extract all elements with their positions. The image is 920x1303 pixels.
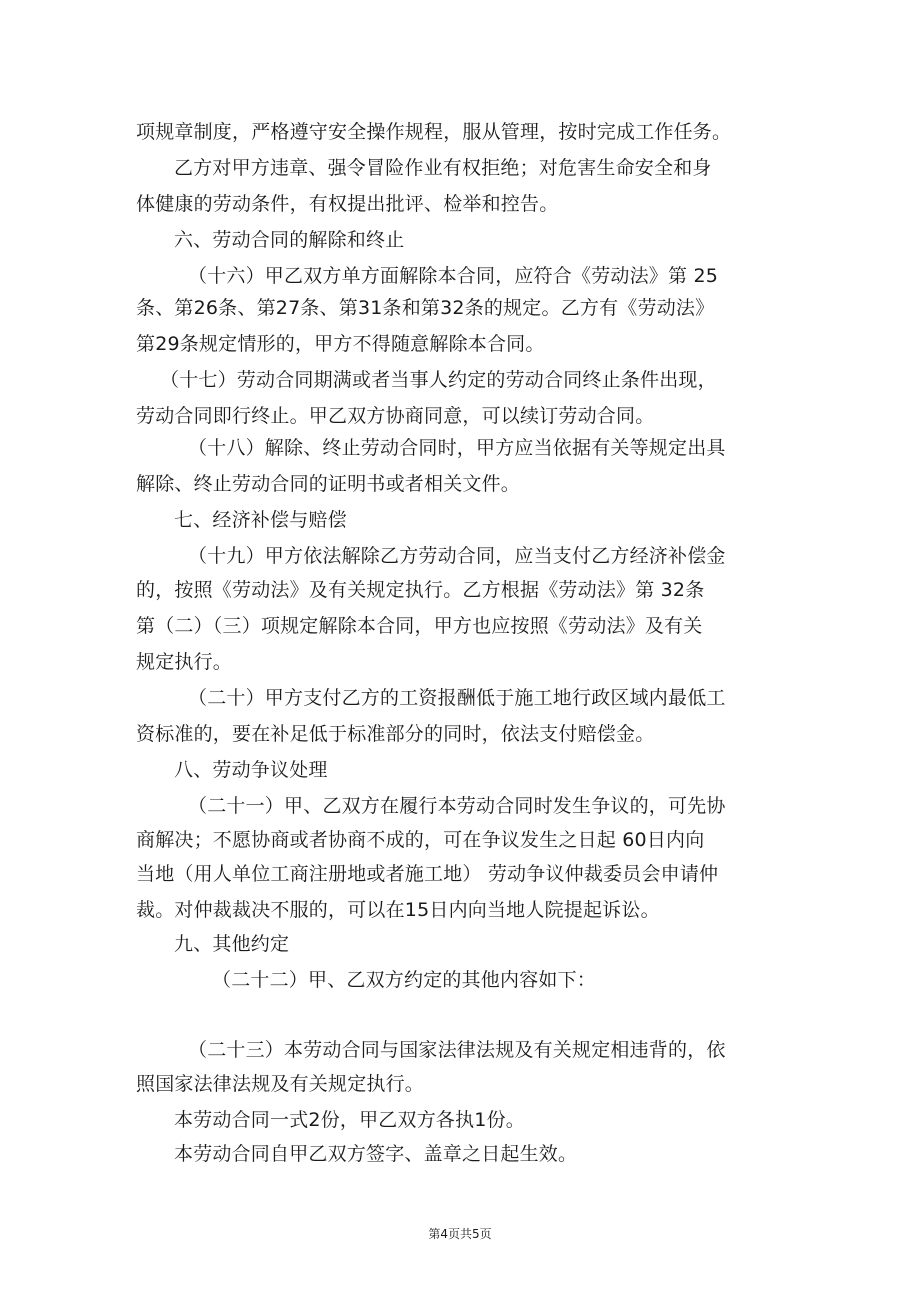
text-line: 第（二）（三）项规定解除本合同，甲方也应按照《劳动法》及有关 [136, 615, 703, 637]
text-line: 解除、终止劳动合同的证明书或者相关文件。 [136, 473, 521, 495]
text-line: 资标准的，要在补足低于标准部分的同时，依法支付赔偿金。 [136, 723, 655, 745]
section-heading: 八、劳动争议处理 [174, 759, 328, 781]
text-line: 劳动合同即行终止。甲乙双方协商同意，可以续订劳动合同。 [136, 405, 655, 427]
page-footer: 第4页共5页 [428, 1227, 492, 1241]
text-line: 裁。对仲裁裁决不服的，可以在15日内向当地人院提起诉讼。 [136, 899, 660, 921]
text-line: 体健康的劳动条件，有权提出批评、检举和控告。 [136, 193, 559, 215]
section-heading: 九、其他约定 [174, 933, 290, 955]
text-line: （二十）甲方支付乙方的工资报酬低于施工地行政区域内最低工 [188, 687, 726, 709]
text-line: 商解决；不愿协商或者协商不成的，可在争议发生之日起 60日内向 [136, 829, 705, 851]
text-line: 第29条规定情形的，甲方不得随意解除本合同。 [136, 333, 545, 355]
text-line: 条、第26条、第27条、第31条和第32条的规定。乙方有《劳动法》 [136, 297, 715, 319]
section-heading: 七、经济补偿与赔偿 [174, 509, 347, 531]
text-line: （二十三）本劳动合同与国家法律法规及有关规定相违背的，依 [188, 1039, 726, 1061]
text-line: （十七）劳动合同期满或者当事人约定的劳动合同终止条件出现， [160, 369, 717, 391]
text-line: 规定执行。 [136, 651, 233, 673]
text-line: （二十一）甲、乙双方在履行本劳动合同时发生争议的，可先协 [188, 795, 726, 817]
section-heading: 六、劳动合同的解除和终止 [174, 229, 405, 251]
text-line: 本劳动合同自甲乙双方签字、盖章之日起生效。 [174, 1143, 578, 1165]
text-line: （十九）甲方依法解除乙方劳动合同，应当支付乙方经济补偿金 [188, 545, 726, 567]
text-line: 当地（用人单位工商注册地或者施工地） 劳动争议仲裁委员会申请仲 [136, 863, 719, 885]
text-line: 照国家法律法规及有关规定执行。 [136, 1073, 425, 1095]
text-line: 本劳动合同一式2份，甲乙双方各执1份。 [174, 1109, 525, 1131]
text-line: （二十二）甲、乙双方约定的其他内容如下： [212, 969, 597, 991]
text-line: （十八）解除、终止劳动合同时，甲方应当依据有关等规定出具 [188, 437, 726, 459]
text-line: 的，按照《劳动法》及有关规定执行。乙方根据《劳动法》第 32条 [136, 579, 705, 601]
text-line: 乙方对甲方违章、强令冒险作业有权拒绝；对危害生命安全和身 [174, 157, 712, 179]
text-line: 项规章制度，严格遵守安全操作规程，服从管理，按时完成工作任务。 [136, 121, 732, 143]
text-line: （十六）甲乙双方单方面解除本合同，应符合《劳动法》第 25 [188, 265, 719, 287]
